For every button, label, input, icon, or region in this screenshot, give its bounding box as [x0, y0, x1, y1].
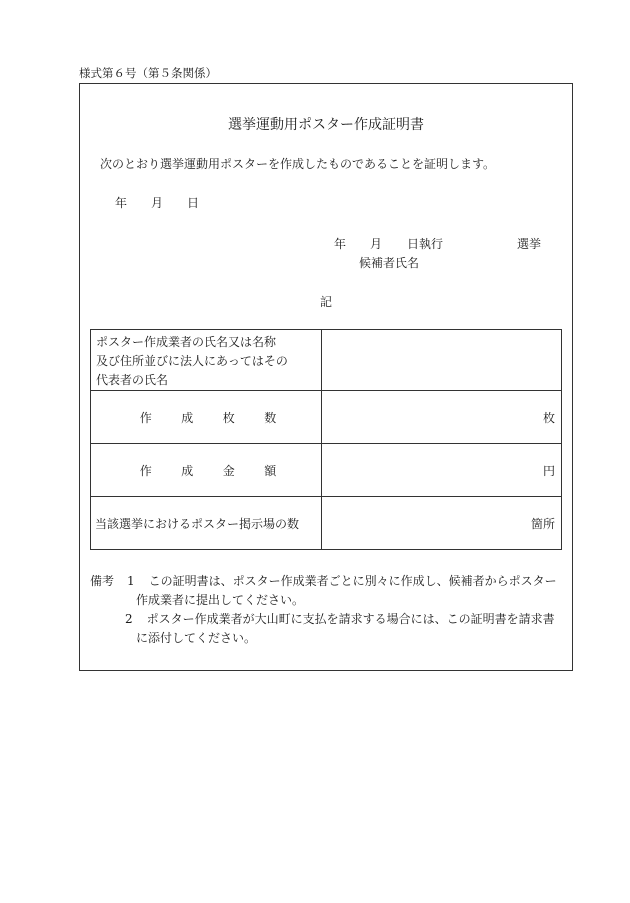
- table-row: [91, 391, 562, 444]
- date-month-label: 月: [151, 196, 164, 210]
- poster-board-count-unit: 箇所: [530, 516, 555, 531]
- poster-board-count-label: 当該選挙におけるポスター掲示場の数: [91, 497, 322, 550]
- election-name-label: 選挙: [517, 237, 542, 251]
- amount-label-char: 金: [222, 463, 235, 478]
- document-title: 選挙運動用ポスター作成証明書: [228, 117, 424, 133]
- amount-label-char: 成: [181, 463, 194, 478]
- contractor-label: [91, 330, 322, 391]
- amount-label: [91, 444, 322, 497]
- poster-board-count-cell[interactable]: [322, 497, 562, 550]
- amount-value-cell[interactable]: [322, 444, 562, 497]
- table-row: [91, 444, 562, 497]
- contractor-value-cell[interactable]: [322, 330, 562, 391]
- form-reference: 様式第６号（第５条関係）: [79, 66, 217, 80]
- amount-unit: 円: [542, 463, 555, 478]
- contractor-label-line: ポスター作成業者の氏名又は名称: [96, 335, 277, 349]
- remarks-item-text: に添付してください。: [136, 631, 257, 645]
- certificate-frame: [79, 83, 573, 671]
- remarks-item-text: 作成業者に提出してください。: [136, 593, 305, 607]
- date-year-label: 年: [115, 196, 128, 210]
- election-month-label: 月: [370, 237, 383, 251]
- amount-label-char: 額: [264, 463, 277, 478]
- table-row: [91, 330, 562, 391]
- remarks-item-text: ポスター作成業者が大山町に支払を請求する場合には、この証明書を請求書: [146, 612, 555, 626]
- quantity-label-char: 作: [139, 410, 152, 425]
- quantity-unit: 枚: [542, 410, 555, 425]
- election-year-label: 年: [334, 237, 347, 251]
- date-day-label: 日: [187, 196, 200, 210]
- quantity-label: [91, 391, 322, 444]
- contractor-label-line: 代表者の氏名: [96, 373, 169, 387]
- remarks: [90, 572, 557, 648]
- table-row: [91, 497, 562, 550]
- amount-label-char: 作: [139, 463, 152, 478]
- remarks-item-number: 2: [125, 612, 133, 626]
- quantity-label-char: 数: [264, 410, 277, 425]
- candidate-name-label: 候補者氏名: [359, 256, 420, 270]
- quantity-label-char: 成: [181, 410, 194, 425]
- remarks-item-number: 1: [127, 574, 135, 588]
- remarks-item-text: この証明書は、ポスター作成業者ごとに別々に作成し、候補者からポスター: [148, 574, 557, 588]
- certification-statement: 次のとおり選挙運動用ポスターを作成したものであることを証明します。: [100, 157, 496, 171]
- remarks-heading: 備考: [90, 574, 115, 588]
- remarks-item: [90, 572, 557, 591]
- ki-mark: 記: [319, 295, 332, 309]
- remarks-item: [90, 610, 557, 629]
- quantity-value-cell[interactable]: [322, 391, 562, 444]
- details-table: [90, 329, 562, 550]
- election-held-label: 日執行: [407, 237, 444, 251]
- contractor-label-line: 及び住所並びに法人にあってはその: [96, 354, 288, 368]
- quantity-label-char: 枚: [222, 410, 235, 425]
